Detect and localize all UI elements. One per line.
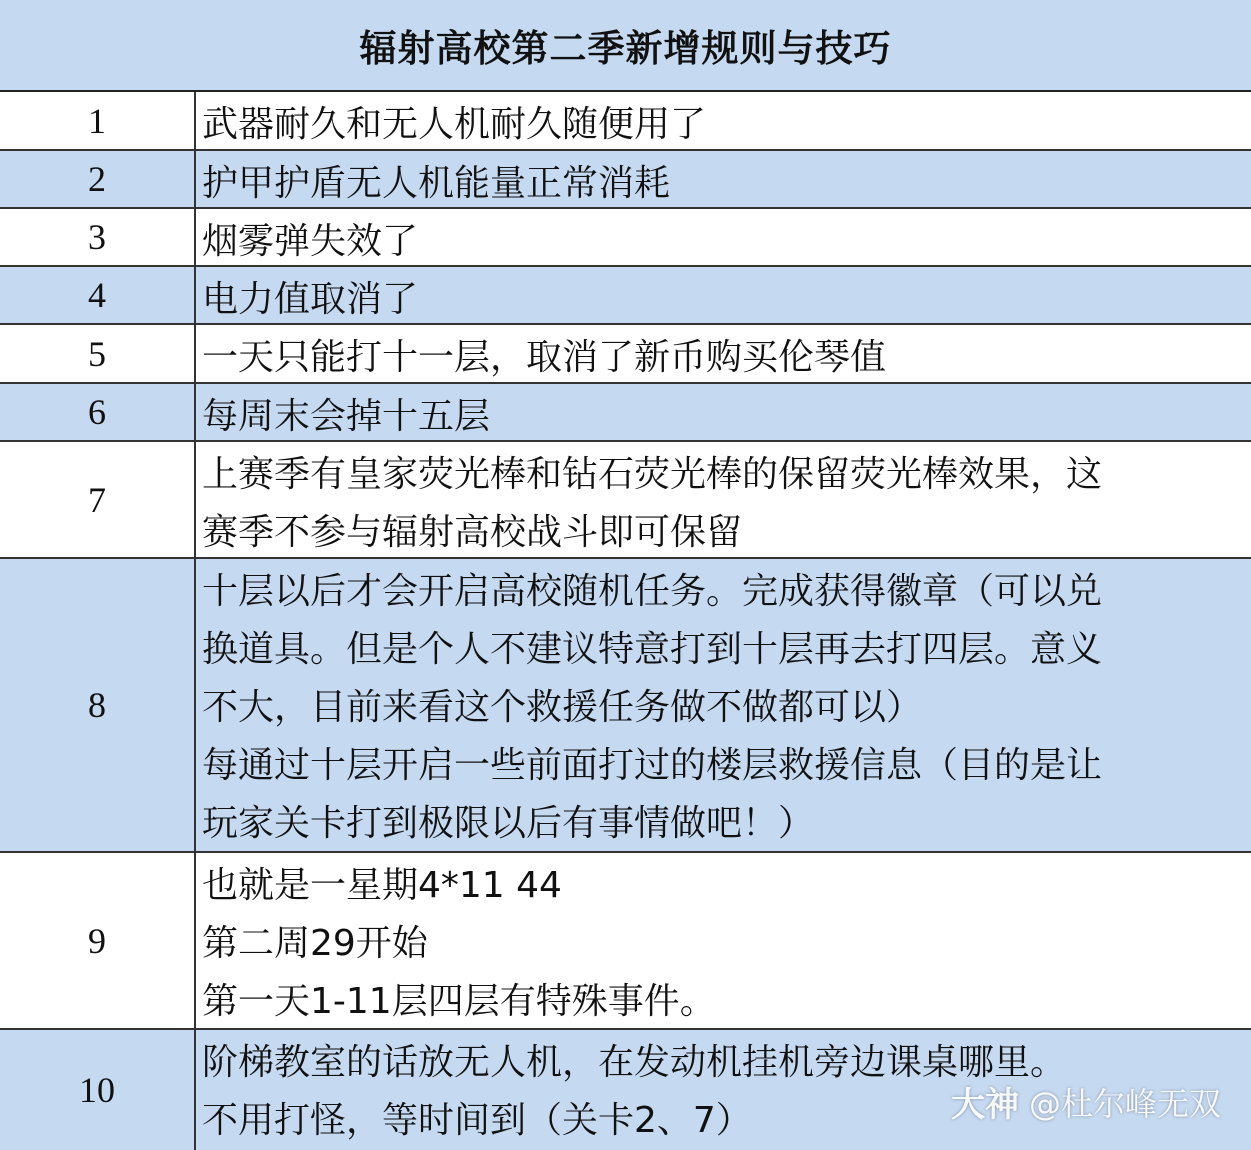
row-content [196,267,1251,323]
table-row [0,267,1251,325]
row-content [196,559,1251,851]
table-row [0,442,1251,559]
row-content [196,325,1251,382]
row-number: 7 [0,442,196,557]
table-row [0,151,1251,209]
watermark-brand: 大神 [950,1085,1019,1125]
row-content [196,92,1251,149]
row-text: 武器耐久和无人机耐久随便用了 [202,104,707,145]
row-text: 电力值取消了 [202,279,419,320]
row-text: 上赛季有皇家荧光棒和钻石荧光棒的保留荧光棒效果，这 [202,454,1103,495]
row-content [196,853,1251,1028]
row-text: 护甲护盾无人机能量正常消耗 [202,163,671,204]
row-number: 9 [0,853,196,1028]
row-number: 10 [0,1030,196,1150]
row-number: 8 [0,559,196,851]
row-text: 玩家关卡打到极限以后有事情做吧！） [202,803,815,844]
row-content [196,209,1251,265]
row-text: 不大，目前来看这个救援任务做不做都可以） [202,687,923,728]
table-row [0,209,1251,267]
row-text: 每通过十层开启一些前面打过的楼层救援信息（目的是让 [202,745,1103,786]
row-text: 每周末会掉十五层 [202,396,491,437]
table-row [0,559,1251,853]
row-number: 5 [0,325,196,382]
table-row [0,92,1251,151]
row-number: 2 [0,151,196,207]
row-text: 第二周29开始 [202,923,428,964]
row-text: 也就是一星期4*11 44 [202,865,562,906]
row-text: 十层以后才会开启高校随机任务。完成获得徽章（可以兑 [202,571,1103,612]
watermark [951,1077,1221,1126]
row-content [196,151,1251,207]
row-content [196,384,1251,440]
row-number: 6 [0,384,196,440]
row-text: 一天只能打十一层，取消了新币购买伦琴值 [202,337,887,378]
row-text: 换道具。但是个人不建议特意打到十层再去打四层。意义 [202,629,1103,670]
table-title: 辐射高校第二季新增规则与技巧 [0,0,1251,92]
row-text: 不用打怪，等时间到（关卡2、7） [202,1100,752,1141]
row-text: 赛季不参与辐射高校战斗即可保留 [202,512,743,553]
row-number: 1 [0,92,196,149]
row-content [196,442,1251,557]
row-number: 3 [0,209,196,265]
table-row [0,384,1251,442]
table-row [0,853,1251,1030]
row-text: 烟雾弹失效了 [202,221,419,262]
row-text: 第一天1-11层四层有特殊事件。 [202,981,716,1022]
row-number: 4 [0,267,196,323]
row-text: 阶梯教室的话放无人机，在发动机挂机旁边课桌哪里。 [202,1042,1067,1083]
watermark-handle: @杜尔峰无双 [1028,1084,1221,1123]
table-row [0,325,1251,384]
